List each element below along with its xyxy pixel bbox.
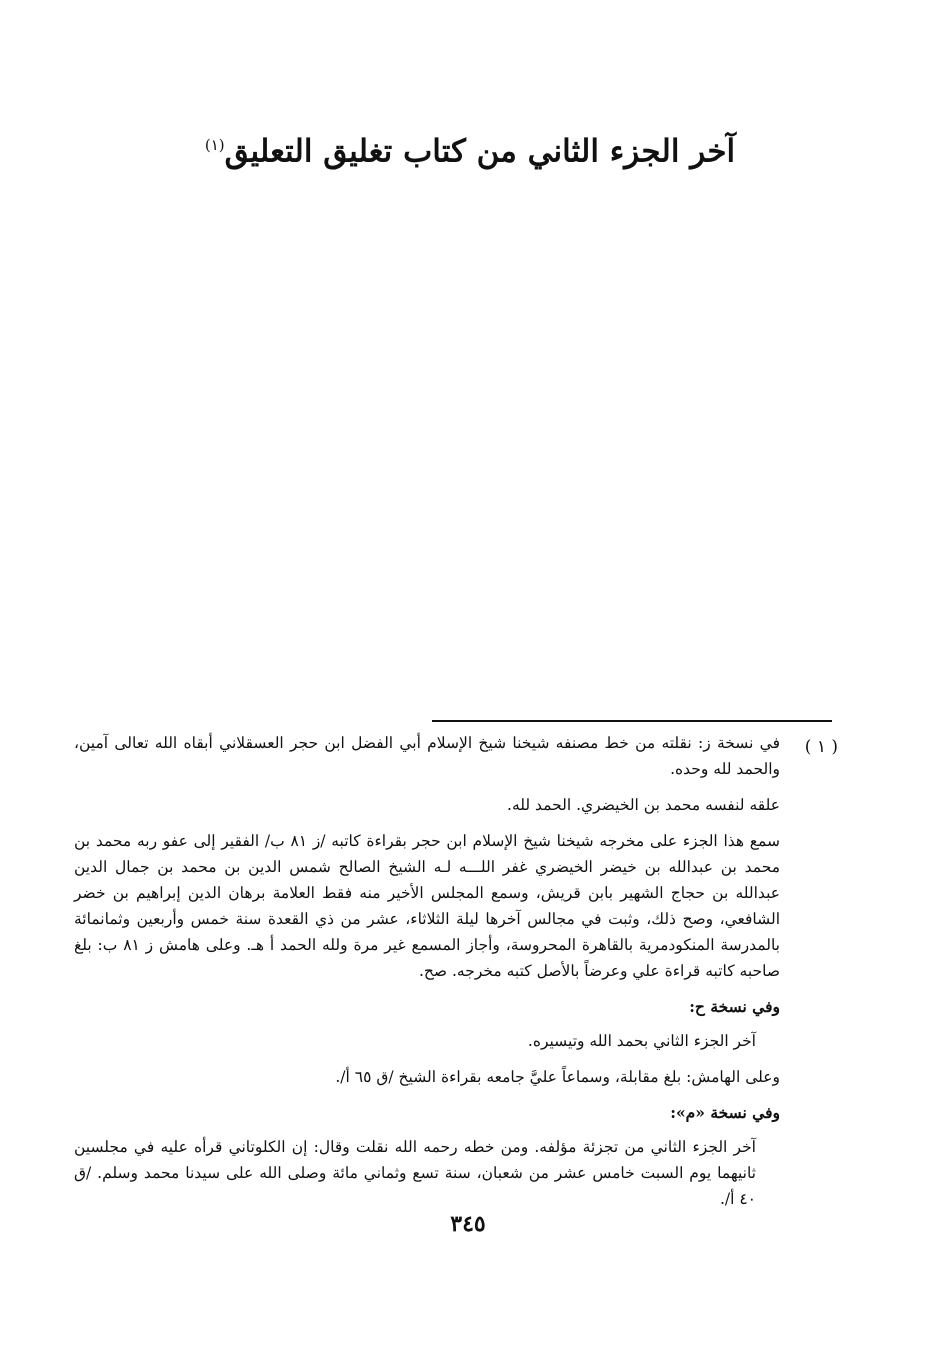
footnote-paragraph: آخر الجزء الثاني بحمد الله وتيسيره. [527, 1032, 756, 1050]
footnote-separator-line [432, 720, 832, 722]
footnote-block [74, 730, 780, 1222]
footnote-reference: (١) [204, 135, 225, 154]
page-number: ٣٤٥ [450, 1211, 486, 1237]
footnote-paragraph: آخر الجزء الثاني من تجزئة مؤلفه. ومن خطه رحمه الله نقلت وقال: إن الكلوتاني قرأه عليه في مجلسين ثانيهما يوم السبت خامس عشر من شعبان، سنة تسع وثماني مائة وصلى الله على سيدنا محمد وسلم. /ق ٤٠ أ/. [74, 1138, 756, 1208]
footnote-heading: وفي نسخة «م»: [670, 1103, 780, 1122]
footnote-paragraph: سمع هذا الجزء على مخرجه شيخنا شيخ الإسلام ابن حجر بقراءة كاتبه /ز ٨١ ب/ الفقير إلى عفو ربه محمد بن محمد بن عبدالله بن خيضر الخيضري غفر اللـــه لـه الشيخ الصالح شمس الدين بن محمد بن جمال الدين عبدالله بن حجاج الشهير بابن قريش، وسمع المجلس الأخير منه فقط العلامة برهان الدين إبراهيم بن خضر الشافعي، وصح ذلك، وثبت في مجالس آخرها ليلة الثلاثاء، عشر من ذي القعدة سنة خمس وأربعين وثمانمائة بالمدرسة المنكودمرية بالقاهرة المحروسة، وأجاز المسمع غير مرة ولله الحمد أ هـ. وعلى هامش ز ٨١ ب: بلغ صاحبه كاتبه قراءة علي وعرضاً بالأصل كتبه مخرجه. صح. [74, 832, 780, 980]
page-title [170, 123, 770, 173]
footnote-paragraph: علقه لنفسه محمد بن الخيضري. الحمد لله. [507, 796, 780, 814]
footnote-number: ( ١ ) [804, 737, 838, 757]
footnote-paragraph: في نسخة ز: نقلته من خط مصنفه شيخنا شيخ الإسلام أبي الفضل ابن حجر العسقلاني أبقاه الله تعالى آمين، والحمد لله وحده. [74, 734, 780, 778]
footnote-heading: وفي نسخة ح: [689, 997, 780, 1016]
footnote-paragraph: وعلى الهامش: بلغ مقابلة، وسماعاً عليَّ جامعه بقراءة الشيخ /ق ٦٥ أ/. [335, 1068, 780, 1086]
page-title-text: آخر الجزء الثاني من كتاب تغليق التعليق [224, 133, 736, 170]
